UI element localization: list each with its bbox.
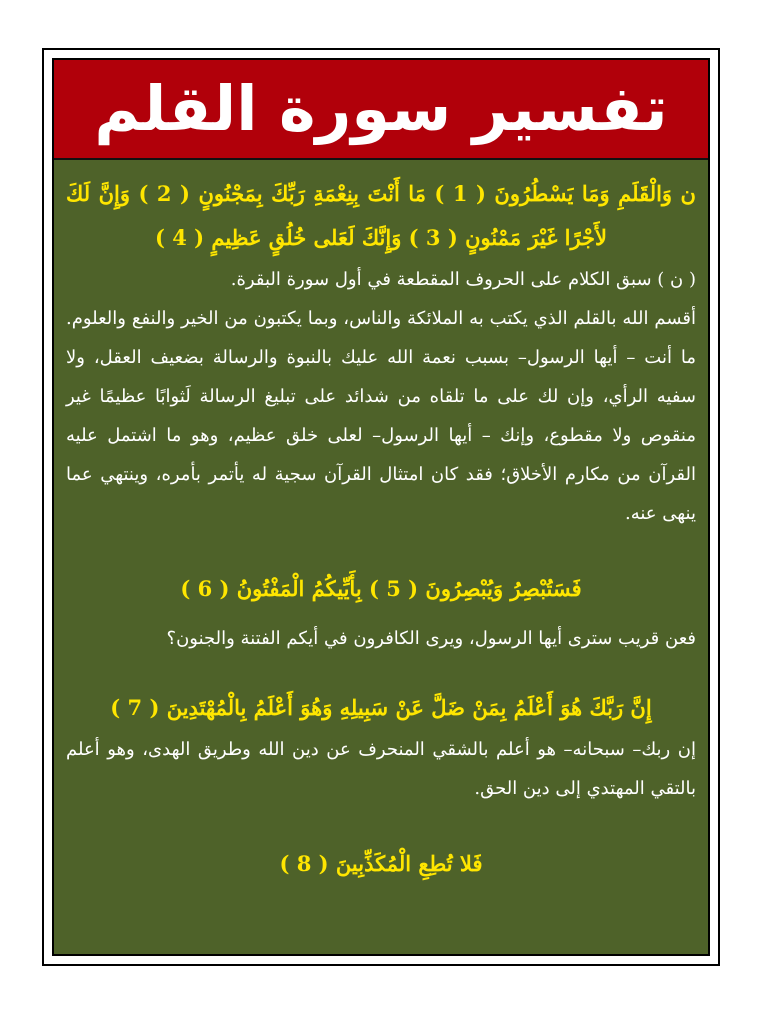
page-outer-border (42, 48, 720, 966)
spacer (66, 611, 696, 619)
tafsir-verse-1-4: أقسم الله بالقلم الذي يكتب به الملائكة والناس، وبما يكتبون من الخير والنفع والعلوم. ما أنت – أيها الرسول– بسبب نعمة الله عليك بالنبوة والرسالة بضعيف العقل، ولا سفيه الرأي، وإن لك على ما تلقاه من شدائد على تبليغ الرسالة لَثوابًا عظيمًا غير منقوص ولا مقطوع، وإنك – أيها الرسول– لعلى خلق عظيم، وهو ما اشتمل عليه القرآن من مكارم الأخلاق؛ فقد كان امتثال القرآن سجية له يأتمر بأمره، وينتهي عما ينهى عنه. (66, 308, 697, 524)
tafsir-verse-5-6: فعن قريب سترى أيها الرسول، ويرى الكافرون في أيكم الفتنة والجنون؟ (166, 628, 696, 649)
tafsir-verse-7: إن ربك– سبحانه– هو أعلم بالشقي المنحرف عن دين الله وطريق الهدى، وهو أعلم بالتقي المهتدي إلى دين الحق. (66, 739, 696, 799)
verse-5-6: فَسَتُبْصِرُ وَيُبْصِرُونَ ( 5 ) بِأَيِّيكُمُ الْمَفْتُونُ ( 6 ) (180, 576, 582, 601)
spacer (66, 533, 696, 567)
page-title: تفسير سورة القلم (94, 72, 668, 145)
verse-1-4: ن وَالْقَلَمِ وَمَا يَسْطُرُونَ ( 1 ) مَا أَنْتَ بِنِعْمَةِ رَبِّكَ بِمَجْنُونٍ ( 2 ) وَإِنَّ لَكَ لأَجْرًا غَيْرَ مَمْنُونٍ ( 3 ) وَإِنَّكَ لَعَلى خُلُقٍ عَظِيمٍ ( 4 ) (66, 181, 696, 250)
verse-7: إِنَّ رَبَّكَ هُوَ أَعْلَمُ بِمَنْ ضَلَّ عَنْ سَبِيلِهِ وَهُوَ أَعْلَمُ بِالْمُهْتَدِينَ ( 7 ) (110, 695, 652, 720)
spacer (66, 658, 696, 686)
spacer (66, 808, 696, 842)
verse-8: فَلا تُطِعِ الْمُكَذِّبِينَ ( 8 ) (279, 851, 483, 876)
content-area (66, 172, 696, 886)
tafsir-note-nun: ( ن ) سبق الكلام على الحروف المقطعة في أول سورة البقرة. (230, 269, 696, 290)
title-banner (54, 60, 708, 160)
page-green-panel (52, 58, 710, 956)
